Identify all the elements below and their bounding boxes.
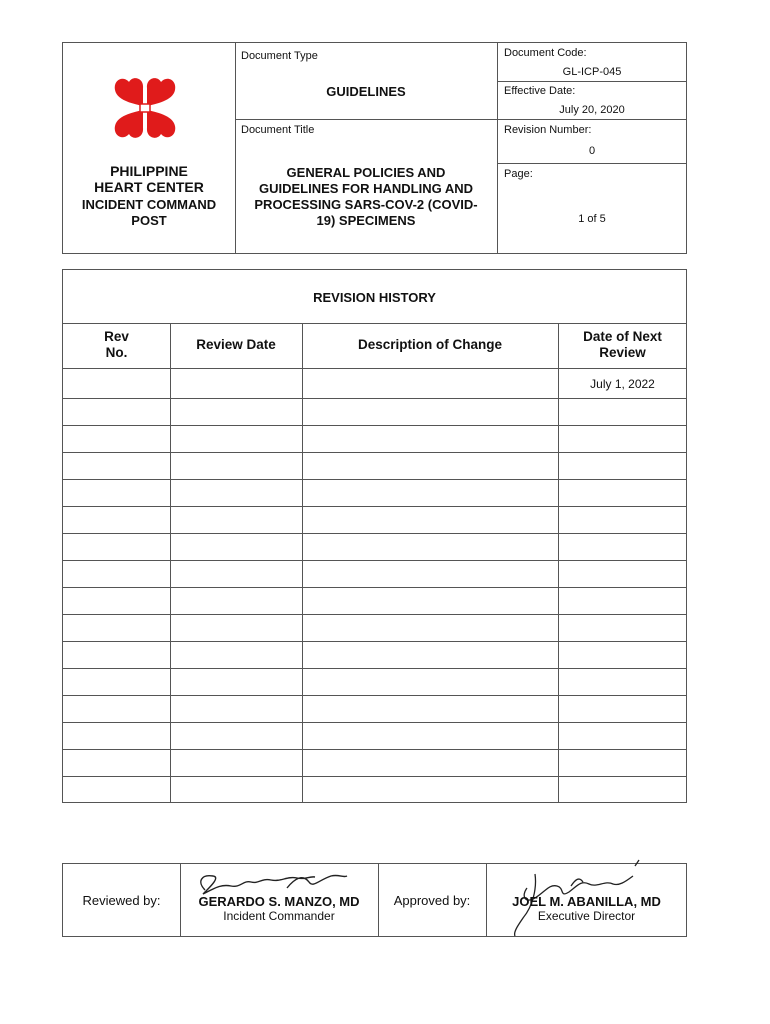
page-value: 1 of 5 [578,213,606,225]
organization-name [63,163,235,195]
heart-center-logo [107,73,183,143]
doc-type-value: GUIDELINES [326,84,406,99]
page-label: Page: [504,168,533,180]
doc-title-line: GENERAL POLICIES AND [286,165,446,180]
doc-code-value: GL-ICP-045 [562,66,622,78]
doc-code-label: Document Code: [504,47,587,59]
next-review-date: July 1, 2022 [590,377,655,391]
column-header-rev-no [63,323,170,367]
org-name-line: HEART CENTER [94,179,204,195]
doc-title-line: GUIDELINES FOR HANDLING AND [258,181,474,196]
column-header-line: No. [105,345,128,360]
column-header-description: Description of Change [357,337,502,352]
organization-unit [63,197,235,229]
column-header-next-review [558,323,687,367]
org-name-line: PHILIPPINE [110,163,188,179]
revision-number-label: Revision Number: [504,124,592,136]
signature-table [62,863,687,937]
column-header-review-date: Review Date [196,337,276,352]
org-unit-line: INCIDENT COMMAND [81,197,217,212]
column-header-line: Date of Next [583,329,662,344]
reviewer-name: GERARDO S. MANZO, MD [198,894,360,909]
doc-title-line: PROCESSING SARS-COV-2 (COVID- [254,197,478,212]
doc-title [235,165,497,229]
approver-name: JOEL M. ABANILLA, MD [512,894,661,909]
org-unit-line: POST [131,213,167,228]
reviewed-by-label: Reviewed by: [82,893,161,908]
revision-number-value: 0 [588,145,596,157]
effective-date-label: Effective Date: [504,85,576,97]
approved-by-label: Approved by: [393,893,471,908]
approver-title: Executive Director [537,909,636,923]
revision-history-table [62,269,687,803]
column-header-line: Review [599,345,646,360]
reviewer-title: Incident Commander [223,909,335,923]
doc-type-label: Document Type [241,50,318,62]
effective-date-value: July 20, 2020 [559,104,625,116]
doc-title-line: 19) SPECIMENS [316,213,416,228]
column-header-line: Rev [104,329,129,344]
doc-title-label: Document Title [241,124,315,136]
document-header [62,42,687,254]
revision-history-title: REVISION HISTORY [313,290,436,305]
